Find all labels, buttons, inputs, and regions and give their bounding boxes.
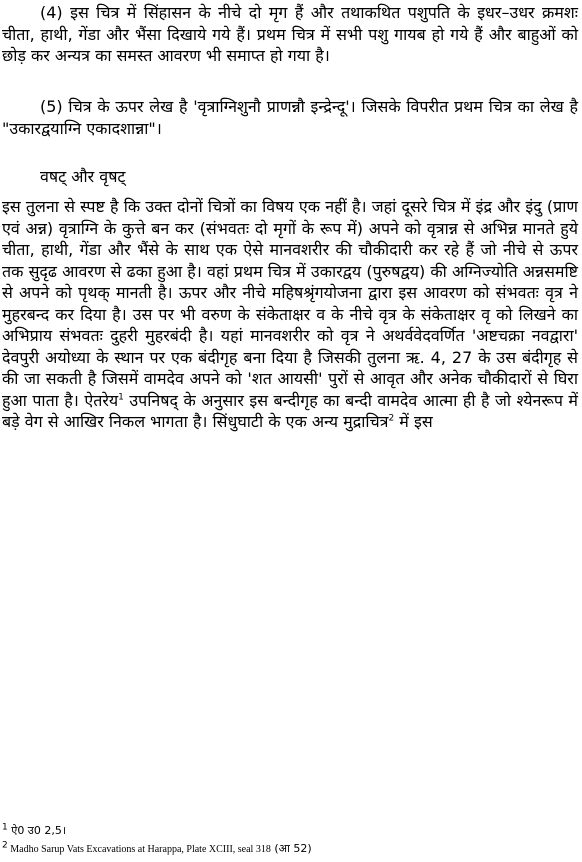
footnote-2-citation: Madho Sarup Vats Excavations at Harappa, Plate XCIII, seal 318: [7, 844, 271, 855]
section-heading: वषट् और वृषट्: [40, 167, 126, 186]
footnote-ref-2[interactable]: 2: [388, 413, 395, 424]
footnote-1-marker: 1: [2, 822, 8, 833]
body-text-c: में इस: [394, 412, 433, 431]
footnote-2-marker: 2: [2, 840, 8, 851]
body-text-a: इस तुलना से स्पष्ट है कि उक्त दोनों चित्रों का विषय एक नहीं है। जहां दूसरे चित्र में इंद्र और इंदु (प्राण एवं अन्न) वृत्राग्नि के कुत्ते बन कर (संभवतः दो मृगों के रूप में) अपने को वृत्रान्न से अभिन्न मानते हुये चीता, हाथी, गेंडा और भैंसे के साथ एक ऐसे मानवशरीर की चौकीदारी कर रहे हैं जो नीचे से ऊपर तक सुदृढ आवरण से ढका हुआ है। वहां प्रथम चित्र में उकारद्वय (पुरुषद्वय) की अग्निज्योति अन्नसमष्टि से अपने को पृथक् मानती है। ऊपर और नीचे महिषश्रृंगयोजना द्वारा इस आवरण को संभवतः वृत्र ने मुहरबन्द कर दिया है। उस पर भी वरुण के संकेताक्षर व के नीचे वृत्र के संकेताक्षर वृ को लिखने का अभिप्राय संभवतः दुहरी मुहरबंदी है। यहां मानवशरीर को वृत्र ने अथर्ववेदवर्णित 'अष्टचक्रा नवद्वारा' देवपुरी अयोध्या के स्थान पर एक बंदीगृह बना दिया है जिसकी तुलना ऋ. 4, 27 के उस बंदीगृह से की जा सकती है जिसमें वामदेव अपने को 'शत आयसी' पुरों से आवृत और अनेक चौकीदारों से घिरा हुआ पाता है। ऐतरेय: [2, 197, 578, 410]
paragraph-4: (4) इस चित्र में सिंहासन के नीचे दो मृग हैं और तथाकथित पशुपति के इधर–उधर क्रमशः चीता, हाथी, गेंडा और भैंसा दिखाये गये हैं। प्रथम चित्र में सभी पशु गायब हो गये हैं और बाहुओं को छोड़ कर अन्यत्र का समस्त आवरण भी समाप्त हो गया है।: [2, 3, 578, 65]
footnote-1: [2, 822, 578, 840]
body-text-b: उपनिषद् के अनुसार इस बन्दीगृह का बन्दी वामदेव आत्मा ही है जो श्येनरूप में बड़े वेग से आखिर निकल भागता है। सिंधुघाटी के एक अन्य मुद्राचित्र: [2, 390, 578, 431]
footnote-ref-1[interactable]: 1: [118, 392, 124, 403]
footnote-2-tail: (आ 52): [270, 842, 312, 855]
body-paragraph: [2, 196, 578, 433]
footnote-1-text: ऐ0 उ0 2,5।: [7, 824, 66, 837]
footnote-2: [2, 840, 578, 859]
footnotes: [2, 822, 578, 859]
paragraph-5: (5) चित्र के ऊपर लेख है 'वृत्राग्निशुनौ प्राणन्नौ इन्द्रेन्दू'। जिसके विपरीत प्रथम चित्र का लेख है "उकारद्वयाग्नि एकादशान्ना"।: [2, 97, 578, 138]
